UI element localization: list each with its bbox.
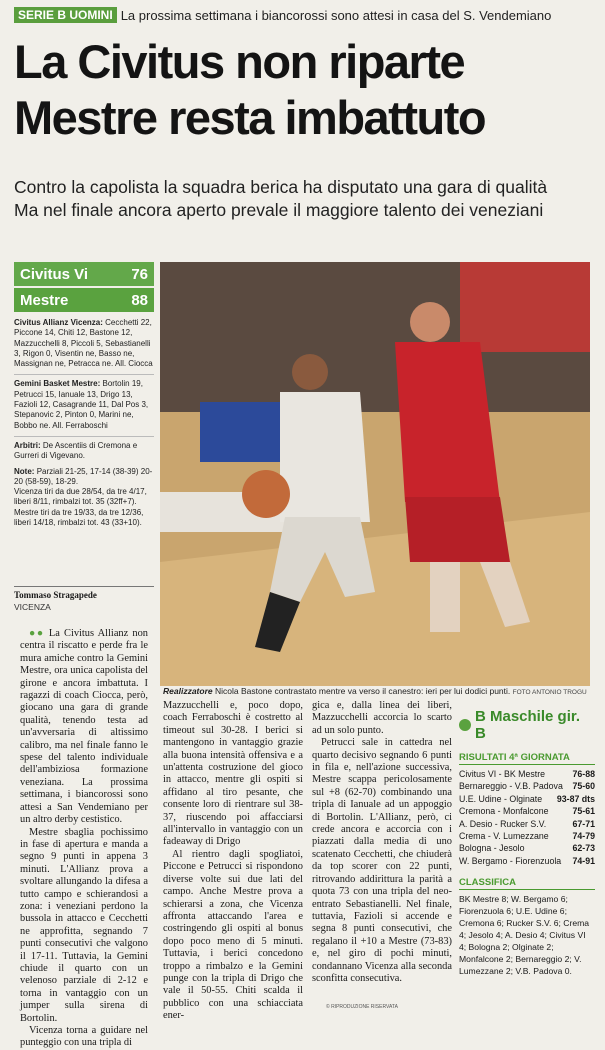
- result-row: Crema - V. Lumezzane 74-79: [459, 831, 595, 842]
- article-column-3: [312, 700, 452, 985]
- divider: [14, 436, 154, 437]
- paragraph: ●● La Civitus Allianz non centra il riscatto e perde fra le mura amiche contro la Gemini Mestre, ora unica capolista del girone e ancora imbattuta. I ragazzi di coach Ciocca, però, giocano una gara di grande qualità, tenendo testa ad un'avversaria di altissimo calibro, ma nel finale fanno le spese del talento individuale dell'ambiziosa formazione veneziana. La prossima settimana, i biancorossi sono attesi a San Vendemiano per un altro derby cestistico.: [20, 628, 148, 826]
- result-row: Bernareggio - V.B. Padova 75-60: [459, 781, 595, 792]
- subhead-line-1: Contro la capolista la squadra berica ha disputato una gara di qualità: [14, 177, 548, 197]
- subheadline: [14, 176, 599, 222]
- article-column-1: [20, 628, 148, 1050]
- photo-caption: [163, 686, 593, 698]
- vicenza-lineup: Civitus Allianz Vicenza: Cecchetti 22, Piccone 14, Chiti 12, Bastone 12, Mazzucchelli 8, Piccoli 5, Sebastianelli 3, Rigon 0, Visentin ne, Basso ne, Massignan ne, Petracca ne. All. Ciocca: [14, 318, 153, 369]
- home-points: 76: [131, 265, 148, 283]
- scoreboard: [14, 262, 154, 533]
- headline: [14, 34, 599, 146]
- lineups-box: [14, 318, 154, 528]
- article-column-2: [163, 700, 303, 1023]
- byline-rule: [14, 586, 154, 587]
- away-team: Mestre: [20, 291, 69, 309]
- result-row: Civitus VI - BK Mestre 76-88: [459, 769, 595, 779]
- photo-credit: FOTO ANTONIO TROGU: [512, 689, 587, 696]
- result-row: Cremona - Monfalcone 75-61: [459, 806, 595, 817]
- result-row: U.E. Udine - Olginate 93-87 dts: [459, 793, 595, 804]
- mestre-stats: Mestre tiri da tre 19/33, da tre 12/36, liberi 14/18, rimbalzi tot. 43 (33+10).: [14, 507, 144, 528]
- caption-text: Nicola Bastone contrastato mentre va verso il canestro: ieri per lui dodici punti.: [214, 686, 511, 696]
- away-points: 88: [131, 291, 148, 309]
- caption-label: Realizzatore: [163, 686, 213, 696]
- score-row-away: [14, 288, 154, 312]
- notes: Note: Parziali 21-25, 17-14 (38-39) 20-20 (58-59), 18-29.: [14, 466, 153, 486]
- bullet-icon: [459, 719, 471, 731]
- section-tag: SERIE B UOMINI: [14, 7, 117, 23]
- paragraph: Vicenza torna a guidare nel punteggio con una tripla di: [20, 1025, 148, 1049]
- standings-text: BK Mestre 8; W. Bergamo 6; Fiorenzuola 6; U.E. Udine 6; Cremona 6; Rucker S.V. 6; Crema 4; Jesolo 4; A. Desio 4; Civitus VI 4; Bologna 2; Olginate 2; Monfalcone 2; Bernareggio 2; V. Lumezzane 2; V.B. Padova 0.: [459, 894, 590, 977]
- divider: [14, 374, 154, 375]
- paragraph: gica e, dalla linea dei liberi, Mazzucchelli accorcia lo scarto ad un solo punto.: [312, 700, 452, 736]
- result-row: Bologna - Jesolo 62-73: [459, 843, 595, 854]
- mestre-lineup: Gemini Basket Mestre: Bortolin 19, Petrucci 15, Ianuale 13, Drigo 13, Fazioli 12, Casagrande 11, Dal Pos 3, Stepanovic 2, Pinton 0, Marini ne, Bobbo ne. All. Ferraboschi: [14, 379, 149, 430]
- lead-bullets-icon: ●●: [29, 628, 49, 639]
- subhead-line-2: Ma nel finale ancora aperto prevale il maggiore talento dei veneziani: [14, 200, 544, 220]
- paragraph: Petrucci sale in cattedra nel quarto decisivo segnando 6 punti in fila e, nell'azione successiva, Mestre scappa pericolosamente sul +8 (62-70) combinando una tripla di Ianuale ad un appoggio di Bortolin. L'Allianz, però, ci crede ancora e accorcia con i piazzati dalla media di uno scatenato Cecchetti, che chiuderà da top scorer con 22 punti, ritrovando addirittura la parità a quota 73 con una tripla del neo-entrato Sebastianelli. Nel finale, tuttavia, Fazioli si accende e segna 8 punti consecutivi, che regalano il +10 a Mestre (73-83) e, nel giro di pochi minuti, condannano Vicenza alla seconda sconfitta consecutiva.: [312, 737, 452, 984]
- copyright-note: © RIPRODUZIONE RISERVATA: [326, 1004, 398, 1010]
- home-team: Civitus Vi: [20, 265, 89, 283]
- kicker-text: La prossima settimana i biancorossi sono attesi in casa del S. Vendemiano: [120, 7, 552, 23]
- paragraph: Mazzucchelli e, poco dopo, coach Ferraboschi è costretto al timeout sul 30-28. I berici si mantengono in vantaggio grazie alla buona intensità offensiva e a un'attenta costruzione del gioco in attacco, mentre gli ospiti si affidano al tiro pesante, che consente loro di rientrare sul 38-37, riuscendo poi affacciarsi all'intervallo in vantaggio con un fadeaway di Drigo: [163, 700, 303, 848]
- league-panel: [459, 708, 595, 977]
- result-row: W. Bergamo - Fiorenzuola 74-91: [459, 855, 595, 866]
- result-row: A. Desio - Rucker S.V. 67-71: [459, 818, 595, 829]
- vicenza-stats: Vicenza tiri da due 28/54, da tre 4/17, liberi 8/11, rimbalzi tot. 35 (32ff+7).: [14, 487, 147, 507]
- paragraph: Al rientro dagli spogliatoi, Piccone e Petrucci si rispondono diverse volte sui due lati del campo. Anche Mestre prova a schierarsi a zona, che Vicenza affronta attaccando l'area e costringendo gli ospiti al bonus dopo poco meno di 5 minuti. Tuttavia, i berici concedono troppo a rimbalzo e la Gemini punge con la tripla di Drigo che vale il 50-55. Chiti scalda il pubblico con una schiacciata ener-: [163, 848, 303, 1022]
- byline: [14, 586, 154, 612]
- standings-heading: CLASSIFICA: [459, 877, 595, 890]
- basketball-photo-illustration: [160, 262, 590, 686]
- results-list: [459, 768, 595, 867]
- score-row-home: [14, 262, 154, 286]
- kicker: [14, 4, 599, 26]
- dateline: VICENZA: [14, 602, 51, 612]
- paragraph: Mestre sbaglia pochissimo in fase di apertura e manda a segno 9 punti in appena 3 minuti. L'Allianz prova a svoltare allungando la difesa a tutto campo e schierandosi a zona: i veneziani perdono la bussola in attacco e Cecchetti ne approfitta, segnando 7 punti consecutivi che valgono il 17-11. Tuttavia, la Gemini chiude il quarto con un velenoso parziale di 2-12 e torna in vantaggio con un jumper sulla sirena di Bortolin.: [20, 826, 148, 1024]
- league-title: B Maschile gir. B: [459, 708, 595, 742]
- headline-line-1: La Civitus non riparte: [14, 35, 465, 88]
- results-heading: RISULTATI 4ª GIORNATA: [459, 752, 595, 765]
- referees: Arbitri: De Ascentiis di Cremona e Gurreri di Vigevano.: [14, 440, 138, 461]
- headline-line-2: Mestre resta imbattuto: [14, 91, 486, 144]
- author-name: Tommaso Stragapede: [14, 590, 97, 600]
- game-photo: [160, 262, 590, 686]
